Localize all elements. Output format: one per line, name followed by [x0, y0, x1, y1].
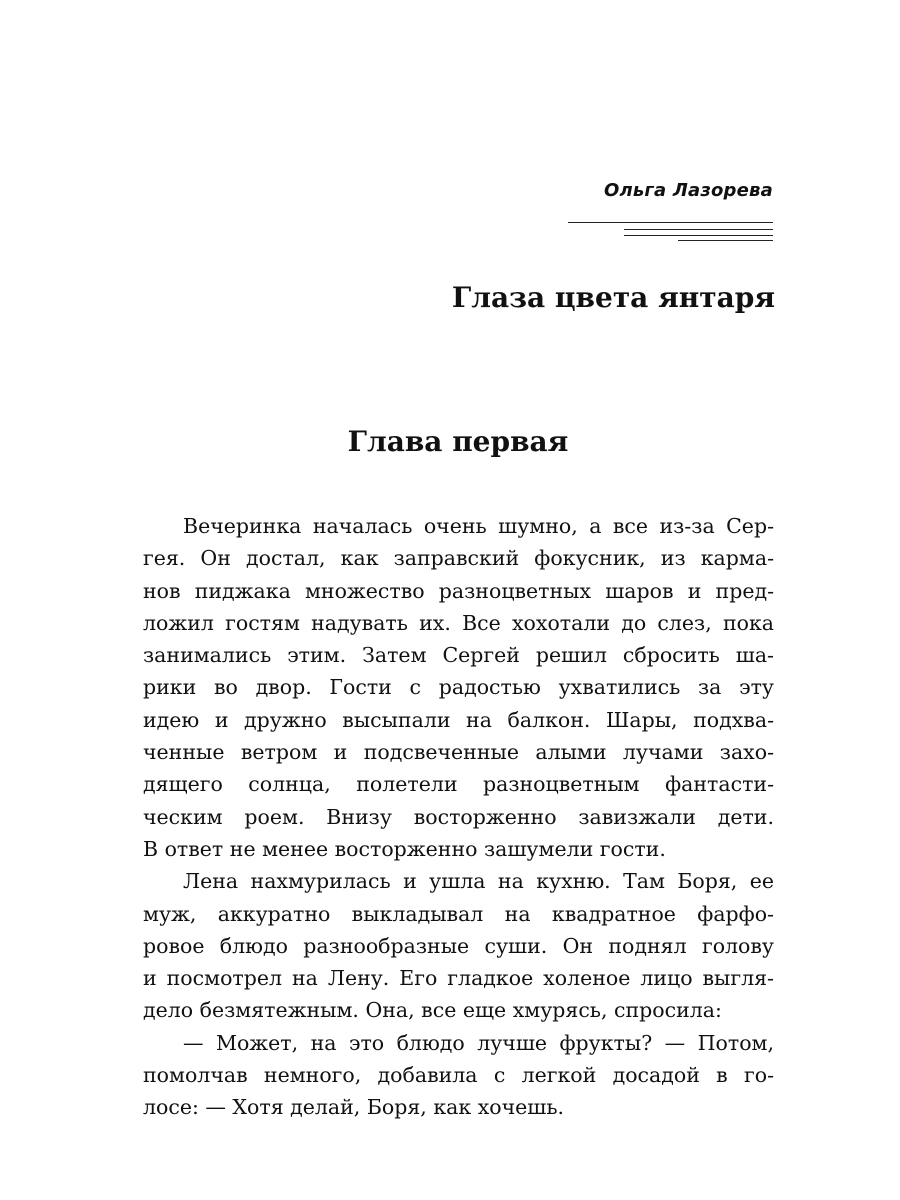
text-line: гея. Он достал, как заправский фокусник, из карма-	[143, 546, 774, 571]
text-line: и посмотрел на Лену. Его гладкое холеное лицо выгля-	[143, 966, 774, 991]
decorative-rule	[624, 235, 773, 236]
book-title: Глаза цвета янтаря	[451, 281, 775, 314]
chapter-text	[143, 510, 774, 1124]
text-line: Лена нахмурилась и ушла на кухню. Там Боря, ее	[183, 869, 774, 894]
text-line: ченные ветром и подсвеченные алыми лучами захо-	[143, 740, 774, 765]
text-line: ровое блюдо разнообразные суши. Он поднял голову	[143, 933, 774, 958]
text-line: — Может, на это блюдо лучше фрукты? — Потом,	[183, 1030, 774, 1055]
text-line: дящего солнца, полетели разноцветным фантасти-	[143, 772, 774, 797]
chapter-title: Глава первая	[347, 425, 569, 458]
text-line: идею и дружно высыпали на балкон. Шары, подхва-	[143, 707, 774, 732]
decorative-rule	[624, 229, 773, 230]
text-line: рики во двор. Гости с радостью ухватились за эту	[143, 675, 774, 700]
text-line: В ответ не менее восторженно зашумели гости.	[143, 836, 666, 861]
text-line: муж, аккуратно выкладывал на квадратное фарфо-	[143, 901, 774, 926]
text-line: нов пиджака множество разноцветных шаров и пред-	[143, 578, 774, 603]
text-line: ложил гостям надувать их. Все хохотали до слез, пока	[143, 610, 774, 635]
text-line: лосе: — Хотя делай, Боря, как хочешь.	[143, 1095, 565, 1120]
decorative-rule	[678, 240, 773, 241]
text-line: Вечеринка началась очень шумно, а все из-за Сер-	[183, 514, 774, 538]
decorative-rule	[568, 222, 773, 223]
text-line: помолчав немного, добавила с легкой досадой в го-	[143, 1063, 774, 1088]
author-name: Ольга Лазорева	[603, 180, 773, 201]
text-line: дело безмятежным. Она, все еще хмурясь, спросила:	[143, 998, 722, 1023]
text-line: занимались этим. Затем Сергей решил сбросить ша-	[143, 643, 774, 668]
text-line: ческим роем. Внизу восторженно завизжали дети.	[143, 804, 774, 829]
